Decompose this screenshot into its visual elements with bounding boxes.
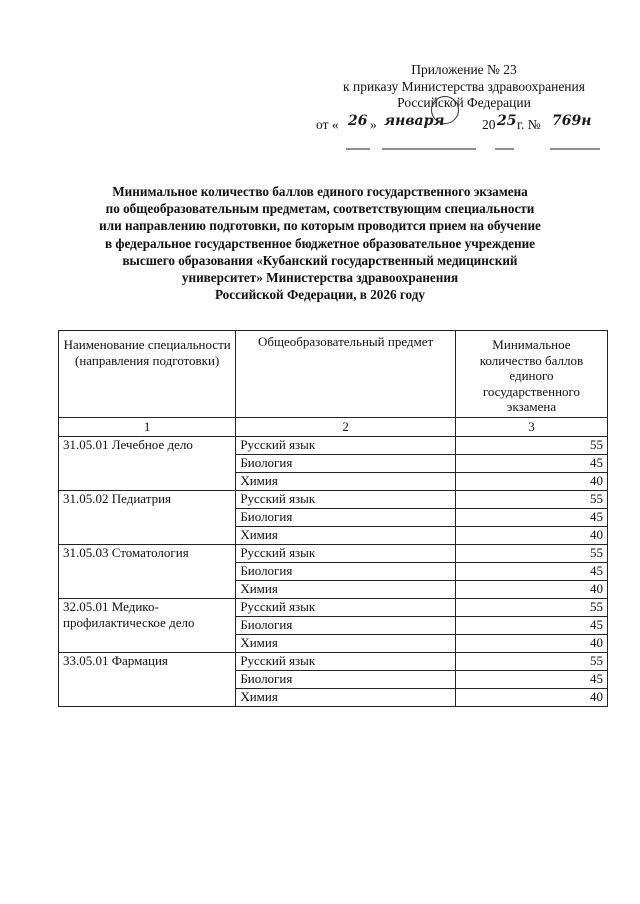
order-day: 26 (348, 112, 368, 129)
appendix-label: Приложение № 23 (411, 62, 517, 77)
score-cell: 40 (455, 581, 607, 599)
score-cell: 55 (455, 599, 607, 617)
score-cell: 40 (455, 635, 607, 653)
title-line: или направлению подготовки, по которым проводится прием на обучение (99, 218, 541, 234)
year-suffix: 25 (497, 112, 517, 129)
underline-marks (314, 148, 614, 158)
header-min-score: Минимальное количество баллов единого государственного экзамена (455, 331, 607, 418)
title-line: Минимальное количество баллов единого государственного экзамена (112, 184, 528, 199)
specialty-cell: 33.05.01 Фармация (59, 653, 236, 707)
document-header (314, 62, 614, 135)
table-row (59, 491, 608, 509)
table-header-row (59, 331, 608, 418)
subject-cell: Биология (236, 563, 456, 581)
subject-cell: Химия (236, 635, 456, 653)
title-line: высшего образования «Кубанский государственный медицинский (122, 252, 518, 268)
subject-cell: Химия (236, 689, 456, 707)
order-month: января (384, 112, 445, 129)
score-cell: 40 (455, 527, 607, 545)
specialty-cell: 31.05.02 Педиатрия (59, 491, 236, 545)
table-row (59, 599, 608, 617)
score-cell: 45 (455, 671, 607, 689)
order-number: 769н (552, 112, 592, 129)
subject-cell: Русский язык (236, 491, 456, 509)
title-line: по общеобразовательным предметам, соответствующим специальности (105, 201, 535, 217)
specialty-cell: 31.05.03 Стоматология (59, 545, 236, 599)
stamp-mark (431, 96, 459, 124)
subject-cell: Русский язык (236, 599, 456, 617)
subject-cell: Биология (236, 455, 456, 473)
column-number: 2 (236, 418, 456, 437)
order-reference: к приказу Министерства здравоохранения (343, 78, 585, 94)
column-number: 1 (59, 418, 236, 437)
ministry-name: Российской Федерации (397, 95, 531, 110)
score-cell: 55 (455, 437, 607, 455)
specialty-cell: 31.05.01 Лечебное дело (59, 437, 236, 491)
score-cell: 55 (455, 545, 607, 563)
score-cell: 55 (455, 491, 607, 509)
column-number: 3 (455, 418, 607, 437)
subject-cell: Русский язык (236, 653, 456, 671)
column-number-row (59, 418, 608, 437)
year-word: г. № (517, 116, 541, 132)
subject-cell: Биология (236, 671, 456, 689)
title-line: университет» Министерства здравоохранения (181, 270, 459, 286)
score-cell: 40 (455, 473, 607, 491)
subject-cell: Химия (236, 473, 456, 491)
score-cell: 40 (455, 689, 607, 707)
score-cell: 45 (455, 563, 607, 581)
subject-cell: Русский язык (236, 545, 456, 563)
header-specialty: Наименование специальности (направления подготовки) (59, 331, 236, 418)
document-title (60, 183, 580, 303)
subject-cell: Русский язык (236, 437, 456, 455)
scores-table (58, 330, 608, 707)
order-date-line (314, 113, 614, 135)
title-line: в федеральное государственное бюджетное образовательное учреждение (104, 235, 536, 251)
table-row (59, 653, 608, 671)
subject-cell: Химия (236, 527, 456, 545)
subject-cell: Химия (236, 581, 456, 599)
date-close-quote: » (370, 116, 377, 132)
table-row (59, 545, 608, 563)
date-prefix: от « (316, 116, 339, 132)
score-cell: 55 (455, 653, 607, 671)
title-line: Российской Федерации, в 2026 году (214, 287, 426, 303)
table-row (59, 437, 608, 455)
subject-cell: Биология (236, 509, 456, 527)
year-prefix: 20 (482, 116, 496, 132)
specialty-cell: 32.05.01 Медико-профилактическое дело (59, 599, 236, 653)
score-cell: 45 (455, 455, 607, 473)
subject-cell: Биология (236, 617, 456, 635)
score-cell: 45 (455, 509, 607, 527)
score-cell: 45 (455, 617, 607, 635)
header-subject: Общеобразовательный предмет (236, 331, 456, 418)
